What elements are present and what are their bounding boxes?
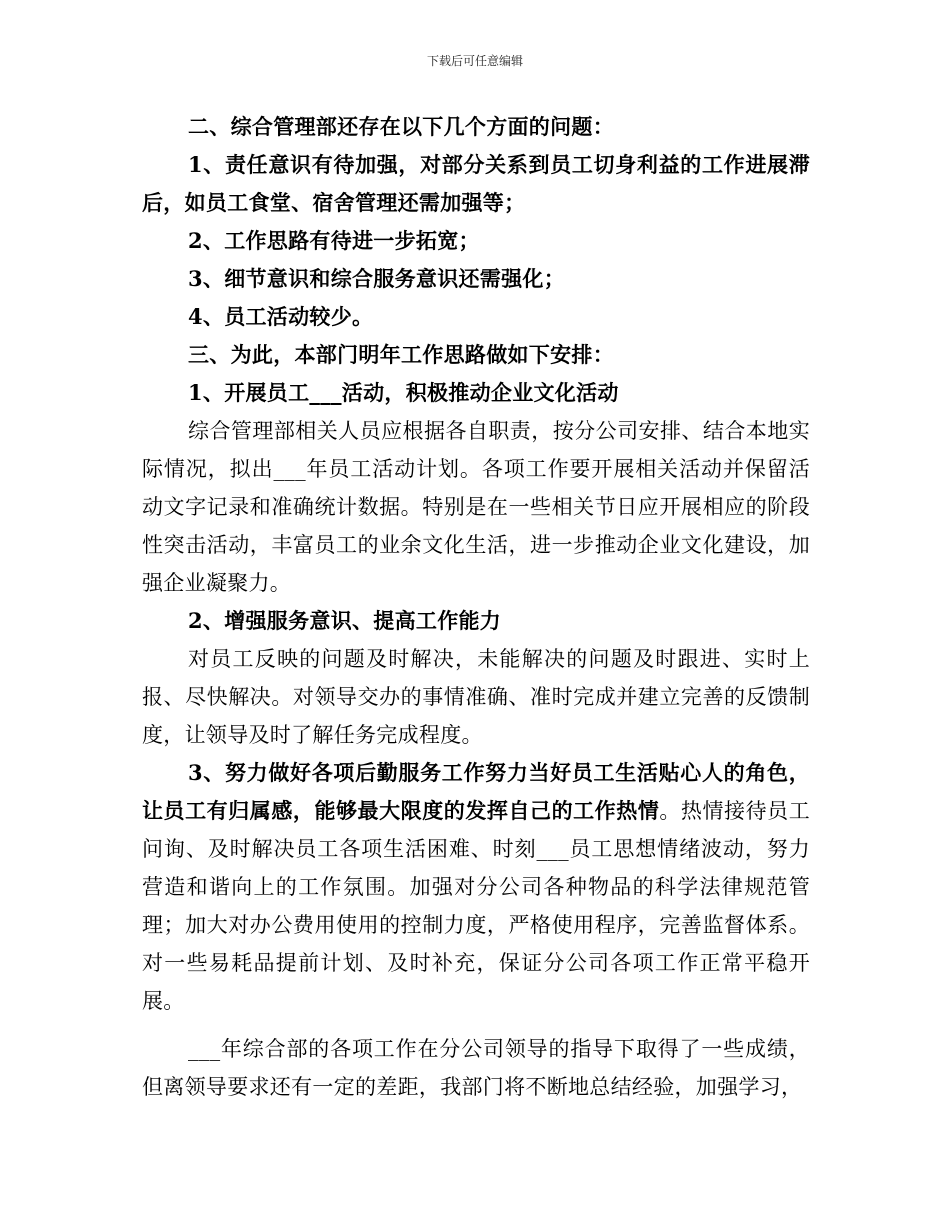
plan-item-1-title: 1、开展员工___活动，积极推动企业文化活动 xyxy=(188,380,619,405)
section-heading-3: 三、为此，本部门明年工作思路做如下安排： xyxy=(188,342,614,367)
problem-item-1: 1、责任意识有待加强，对部分关系到员工切身利益的工作进展滞后，如员工食堂、宿舍管理还需加强等； xyxy=(142,152,810,215)
plan-item-3-title: 3、努力做好各项后勤服务工作努力当好员工生活贴心人的角色，让员工有归属感，能够最大限度的发挥自己的工作热情 xyxy=(142,760,810,823)
plan-item-3-body: 。热情接待员工问询、及时解决员工各项生活困难、时刻___员工思想情绪波动，努力营造和谐向上的工作氛围。加强对分公司各种物品的科学法律规范管理；加大对办公费用使用的控制力度，严格使用程序，完善监督体系。对一些易耗品提前计划、及时补充，保证分公司各项工作正常平稳开展。 xyxy=(142,799,810,1013)
page-header: 下载后可任意编辑 xyxy=(426,54,523,68)
closing-paragraph: ___年综合部的各项工作在分公司领导的指导下取得了一些成绩，但离领导要求还有一定的差距，我部门将不断地总结经验，加强学习， xyxy=(142,1037,810,1099)
problem-item-3: 3、细节意识和综合服务意识还需强化； xyxy=(188,266,566,291)
problem-item-4: 4、员工活动较少。 xyxy=(188,304,374,329)
document-body xyxy=(142,108,810,1106)
plan-item-2-body: 对员工反映的问题及时解决，未能解决的问题及时跟进、实时上报、尽快解决。对领导交办的事情准确、准时完成并建立完善的反馈制度，让领导及时了解任务完成程度。 xyxy=(142,647,810,747)
plan-item-1-body: 综合管理部相关人员应根据各自职责，按分公司安排、结合本地实际情况，拟出___年员工活动计划。各项工作要开展相关活动并保留活动文字记录和准确统计数据。特别是在一些相关节日应开展相应的阶段性突击活动，丰富员工的业余文化生活，进一步推动企业文化建设，加强企业凝聚力。 xyxy=(142,419,810,595)
section-heading-2: 二、综合管理部还存在以下几个方面的问题： xyxy=(188,114,614,139)
plan-item-2-title: 2、增强服务意识、提高工作能力 xyxy=(188,608,502,633)
problem-item-2: 2、工作思路有待进一步拓宽； xyxy=(188,228,480,253)
plan-item-3 xyxy=(142,754,810,1020)
